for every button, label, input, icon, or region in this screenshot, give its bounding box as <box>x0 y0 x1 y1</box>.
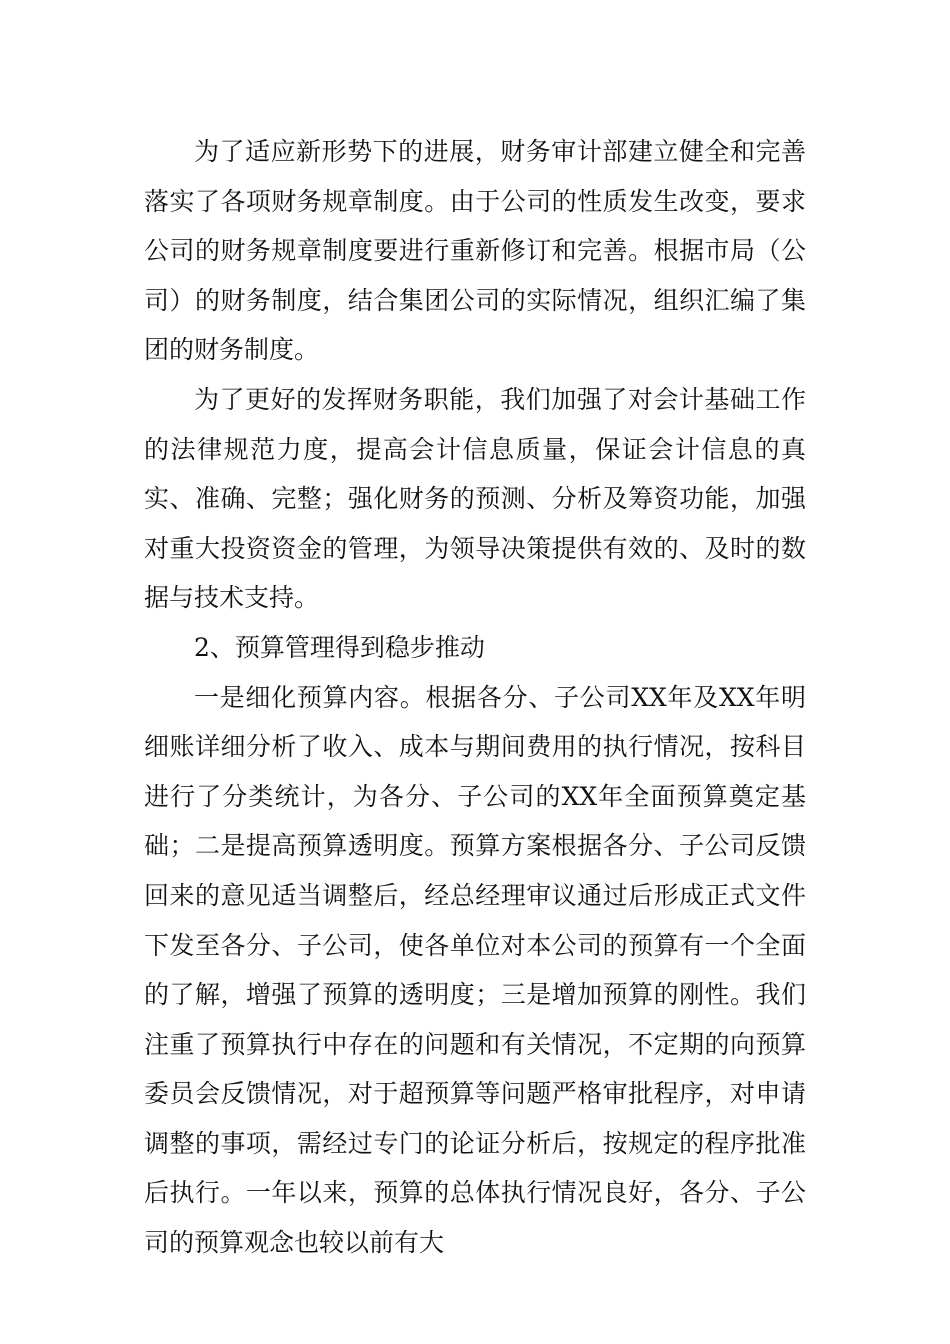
paragraph-financial-functions: 为了更好的发挥财务职能，我们加强了对会计基础工作的法律规范力度，提高会计信息质量，保证会计信息的真实、准确、完整；强化财务的预测、分析及筹资功能，加强对重大投资资金的管理，为领导决策提供有效的、及时的数据与技术支持。 <box>144 384 806 613</box>
document-body <box>144 127 806 1268</box>
section-heading-budget-management: 2、预算管理得到稳步推动 <box>194 632 485 662</box>
paragraph-budget-details: 一是细化预算内容。根据各分、子公司XX年及XX年明细账详细分析了收入、成本与期间费用的执行情况，按科目进行了分类统计，为各分、子公司的XX年全面预算奠定基础；二是提高预算透明度。预算方案根据各分、子公司反馈回来的意见适当调整后，经总经理审议通过后形成正式文件下发至各分、子公司，使各单位对本公司的预算有一个全面的了解，增强了预算的透明度；三是增加预算的刚性。我们注重了预算执行中存在的问题和有关情况，不定期的向预算委员会反馈情况，对于超预算等问题严格审批程序，对申请调整的事项，需经过专门的论证分析后，按规定的程序批准后执行。一年以来，预算的总体执行情况良好，各分、子公司的预算观念也较以前有大 <box>144 682 806 1258</box>
paragraph-financial-regulations: 为了适应新形势下的进展，财务审计部建立健全和完善落实了各项财务规章制度。由于公司的性质发生改变，要求公司的财务规章制度要进行重新修订和完善。根据市局（公司）的财务制度，结合集团公司的实际情况，组织汇编了集团的财务制度。 <box>144 137 806 365</box>
